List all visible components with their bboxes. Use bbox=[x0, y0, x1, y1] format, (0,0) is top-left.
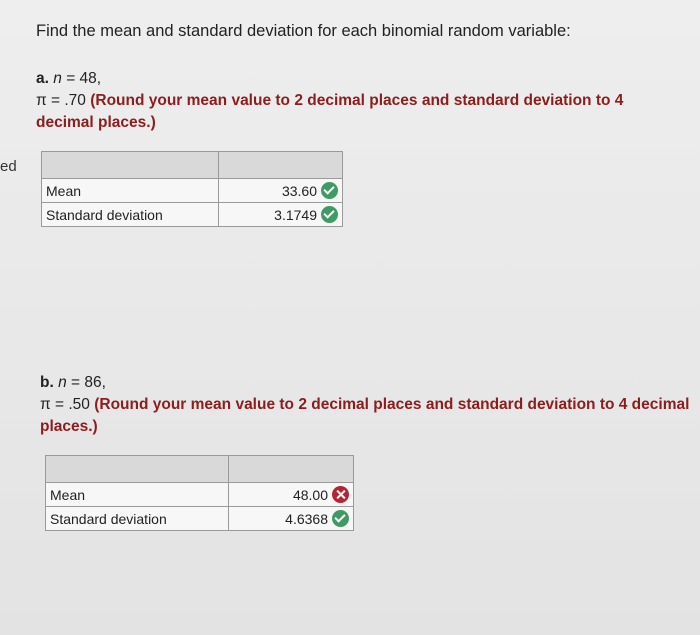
check-icon bbox=[321, 206, 338, 223]
sd-answer-cell[interactable] bbox=[219, 203, 343, 227]
mean-answer-value: 48.00 bbox=[292, 486, 328, 503]
table-row bbox=[46, 483, 354, 507]
check-icon bbox=[321, 182, 338, 199]
part-b-pi: π = .50 bbox=[40, 396, 90, 413]
mean-answer-cell[interactable] bbox=[219, 179, 343, 203]
table-header-cell bbox=[229, 456, 354, 483]
part-a-n-symbol: n bbox=[53, 70, 62, 87]
check-icon bbox=[332, 510, 349, 527]
row-label: Mean bbox=[46, 483, 229, 507]
sd-answer-value: 4.6368 bbox=[285, 510, 328, 527]
table-header-cell bbox=[42, 152, 219, 179]
row-label: Standard deviation bbox=[42, 203, 219, 227]
row-label: Standard deviation bbox=[46, 507, 229, 531]
sd-answer-cell[interactable] bbox=[229, 507, 354, 531]
part-a-letter: a. bbox=[36, 70, 49, 87]
x-icon bbox=[332, 486, 349, 503]
instruction-text: Find the mean and standard deviation for each binomial random variable: bbox=[36, 22, 571, 40]
part-b-letter: b. bbox=[40, 374, 54, 391]
mean-answer-cell[interactable] bbox=[229, 483, 354, 507]
part-b-question bbox=[40, 372, 690, 438]
part-b-n-symbol: n bbox=[58, 374, 67, 391]
row-label: Mean bbox=[42, 179, 219, 203]
cropped-edge-text: ed bbox=[0, 158, 17, 175]
part-b-n-value: = 86, bbox=[71, 374, 106, 391]
part-a-n-value: = 48, bbox=[66, 70, 102, 87]
table-header-cell bbox=[46, 456, 229, 483]
sd-answer-value: 3.1749 bbox=[274, 206, 317, 223]
part-a-answer-table bbox=[41, 151, 343, 227]
part-a-question bbox=[36, 68, 676, 134]
part-a-round-note: (Round your mean value to 2 decimal places and standard deviation to 4 decimal places.) bbox=[36, 92, 624, 131]
mean-answer-value: 33.60 bbox=[281, 182, 317, 199]
table-row bbox=[46, 507, 354, 531]
part-b-answer-table bbox=[45, 455, 354, 531]
table-row bbox=[42, 179, 343, 203]
table-header-cell bbox=[219, 152, 343, 179]
part-b-round-note: (Round your mean value to 2 decimal places and standard deviation to 4 decimal places.) bbox=[40, 396, 690, 435]
part-a-pi: π = .70 bbox=[36, 92, 86, 109]
table-row bbox=[42, 203, 343, 227]
